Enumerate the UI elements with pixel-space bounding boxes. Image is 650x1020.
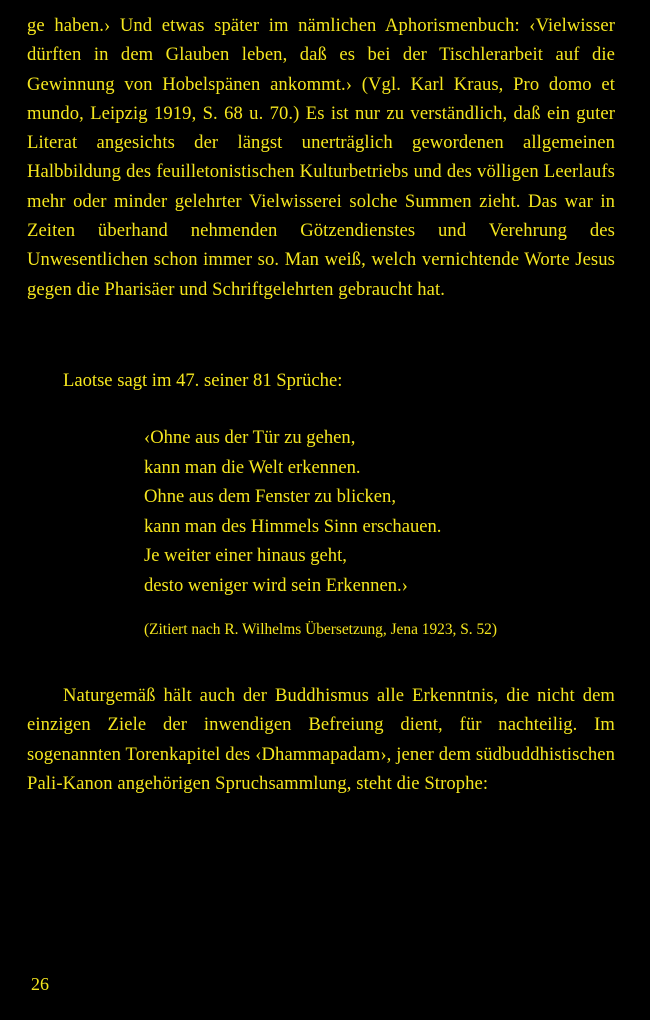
body-paragraph-1: ge haben.› Und etwas später im nämlichen Aphorismenbuch: ‹Vielwisser dürften in dem Glauben leben, daß es bei der Tischlerarbeit auf die Gewinnung von Hobelspänen ankommt.› (Vgl. Karl Kraus, Pro domo et mundo, Leipzig 1919, S. 68 u. 70.) Es ist nur zu verständlich, daß ein guter Literat angesichts der längst unerträglich gewordenen allgemeinen Halbbildung des feuilletonistischen Kulturbetriebs und des völligen Leerlaufs mehr oder minder gelehrter Vielwisserei solche Summen zieht. Das war in Zeiten überhand nehmenden Götzendienstes und Verehrung des Unwesentlichen schon immer so. Man weiß, welch vernichtende Worte Jesus gegen die Pharisäer und Schriftgelehrten gebraucht hat. [27,15,615,300]
poem-line: kann man die Welt erkennen. [144,456,361,478]
laotse-poem [144,423,441,601]
body-paragraph-2: Naturgemäß hält auch der Buddhismus alle Erkenntnis, die nicht dem einzigen Ziele der inwendigen Befreiung dient, für nachteilig. Im sogenannten Torenkapitel des ‹Dhammapadam›, jener dem südbuddhistischen Pali-Kanon angehörigen Spruchsammlung, steht die Strophe: [27,685,615,794]
poem-line: desto weniger wird sein Erkennen.› [144,574,408,596]
poem-line: kann man des Himmels Sinn erschauen. [144,515,442,537]
poem-line: ‹Ohne aus der Tür zu gehen, [144,427,356,448]
quote-intro-line: Laotse sagt im 47. seiner 81 Sprüche: [63,370,343,391]
citation: (Zitiert nach R. Wilhelms Übersetzung, Jena 1923, S. 52) [144,621,498,638]
poem-line: Je weiter einer hinaus geht, [144,545,347,567]
poem-line: Ohne aus dem Fenster zu blicken, [144,486,396,508]
page-number: 26 [31,974,49,994]
